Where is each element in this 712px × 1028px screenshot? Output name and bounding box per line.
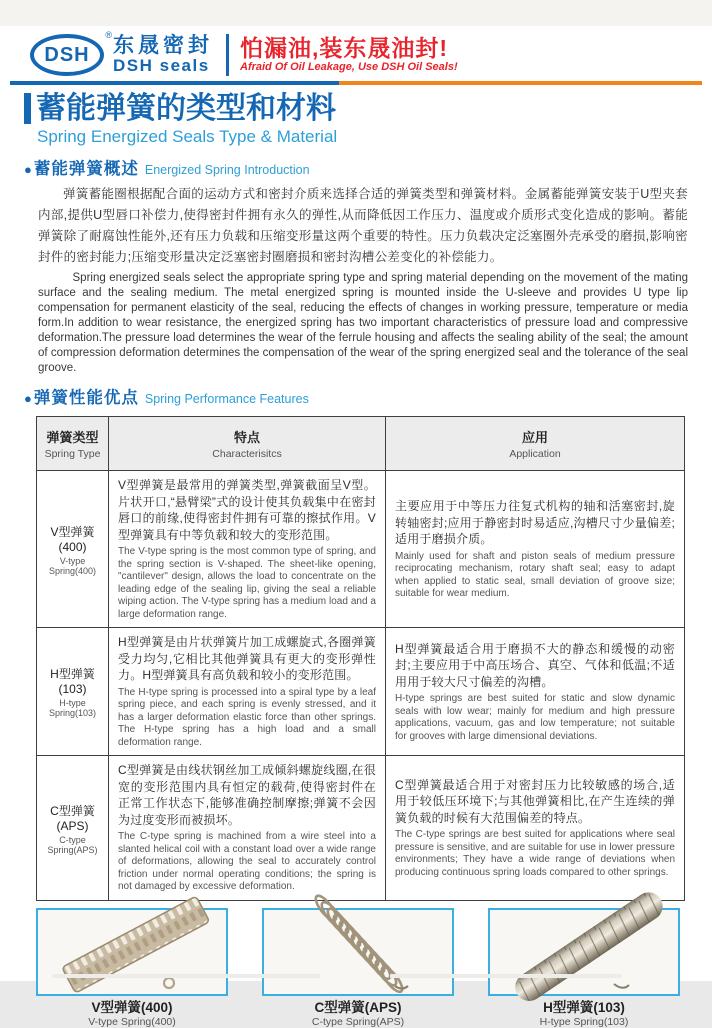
gallery-label-cn: H型弹簧(103) [543, 999, 625, 1015]
brand-text [113, 35, 213, 75]
page-title-cn: 蓄能弹簧的类型和材料 [36, 91, 336, 125]
gallery-item-h-type [488, 908, 680, 1028]
col-header-en: Characterisitcs [212, 448, 282, 461]
gallery-caption [36, 1000, 228, 1028]
spring-type-cn: V型弹簧(400) [50, 524, 95, 554]
title-bar-icon [24, 93, 31, 124]
characteristics-cell [109, 628, 386, 756]
application-cell [386, 628, 685, 756]
characteristics-en: The C-type spring is machined from a wire steel into a slanted helical coil with a constant load over a wide range of deformations, allowing the seal to accurately control friction under normal operating conditions; the spring is not damaged by excessive deformation. [118, 831, 376, 893]
col-header-application [386, 417, 685, 471]
slogan-cn: 怕漏油,装东晟油封! [240, 35, 449, 62]
application-cn: C型弹簧最适合用于对密封压力比较敏感的场合,适用于较低压环境下;与其他弹簧相比,在产生连续的弹簧负载的时候有大范围偏差的特点。 [395, 777, 675, 825]
registered-trademark-icon: ® [105, 30, 112, 40]
application-cell [386, 756, 685, 901]
table-header-row [37, 417, 685, 471]
rule-blue-segment [10, 81, 339, 85]
dsh-logo-text: DSH [44, 43, 90, 66]
col-header-en: Application [509, 448, 561, 461]
gallery-caption [262, 1000, 454, 1028]
intro-heading-en: Energized Spring Introduction [144, 163, 310, 177]
spring-type-en: C-type Spring(APS) [47, 834, 98, 855]
application-en: The C-type springs are best suited for applications where seal pressure is sensitive, and are suitable for use in lower pressure environments; They have a wide range of deviations when producing continuous spring loads compared to other springs. [395, 829, 675, 878]
intro-paragraph-en: Spring energized seals select the appropriate spring type and spring material depending on the movement of the mating surface and the sealing medium. The metal energized spring is mounted inside the U-sleeve and provides U type lip compensation for permanent elasticity of the seal, reducing the effects of changes in working pressure, temperature or media form.In addition to wear resistance, the energized spring has two important characteristics of pressure load and compressive deformation.The pressure load determines the wear of the ferrule housing and affects the sealing ability of the seal; the amount of compression deformation determines the compensation of the wear of the spring energized seal and the tolerance of the seal groove. [38, 272, 688, 375]
gallery-label-en: H-type Spring(103) [539, 1016, 629, 1028]
v-type-spring-photo [36, 908, 228, 996]
bullet-icon: ● [24, 162, 32, 177]
gallery-label-cn: V型弹簧(400) [91, 999, 173, 1015]
characteristics-cell [109, 471, 386, 628]
spring-type-cell [37, 471, 109, 628]
gallery-item-v-type [36, 908, 228, 1028]
gallery-label-cn: C型弹簧(APS) [314, 999, 402, 1015]
gallery-label-en: C-type Spring(APS) [311, 1016, 405, 1028]
title-block [24, 93, 712, 148]
spring-type-cn: C型弹簧(APS) [50, 803, 95, 833]
rule-orange-segment [339, 81, 702, 85]
page-top-margin [0, 0, 712, 26]
intro-paragraph-cn: 弹簧蓄能圈根据配合面的运动方式和密封介质来选择合适的弹簧类型和弹簧材料。金属蓄能弹簧安装于U型夹套内部,提供U型唇口补偿力,使得密封件拥有永久的弹性,从而降低因工作压力、温度或介质形式变化造成的影响。蓄能弹簧除了耐腐蚀性能外,还有压力负载和压缩变形量这两个重要的特性。压力负载决定泛塞圈外壳承受的磨损,影响密封件的密封能力;压缩变形量决定泛塞密封圈磨损和密封沟槽公差变化的补偿能力。 [38, 187, 688, 265]
brand-name-cn: 东晟密封 [113, 34, 213, 58]
application-en: H-type springs are best suited for static and slow dynamic seals with low wear; mainly for medium and high pressure applications, vacuum, gas and low temperature; not suitable for grooves with large dimensional deviations. [395, 693, 675, 742]
spring-type-cell [37, 628, 109, 756]
col-header-en: Spring Type [44, 448, 101, 461]
col-header-cn: 应用 [521, 430, 548, 446]
characteristics-cn: C型弹簧是由线状钢丝加工成倾斜螺旋线圈,在很宽的变形范围内具有恒定的载荷,使得密封件在正常工作状态下,能够准确控制摩擦;弹簧不会因为过度变形而被损坏。 [118, 763, 376, 827]
gallery-label-en: V-type Spring(400) [88, 1016, 176, 1028]
slogan-en: Afraid Of Oil Leakage, Use DSH Oil Seals! [240, 61, 458, 74]
h-type-spring-photo [488, 908, 680, 996]
dsh-logo [30, 30, 112, 76]
cut-off-photo-edge [52, 974, 320, 978]
application-cn: 主要应用于中等压力往复式机构的轴和活塞密封,旋转轴密封;应用于静密封时易适应,沟槽尺寸少量偏差;适用于磨损介质。 [395, 499, 675, 547]
characteristics-en: The V-type spring is the most common type of spring, and the spring section is V-shaped. The sheet-like opening, "cantilever" design, allows the load to concentrate on the leading edge of the sealing lip, giving the seal a reliable wiping action. The V-type spring has a medium load and a large deformation range. [118, 546, 376, 620]
brand-name-en: DSH seals [113, 56, 210, 76]
features-heading-cn: 弹簧性能优点 [33, 389, 139, 408]
gallery-item-c-type [262, 908, 454, 1028]
section-heading-features [24, 389, 712, 407]
col-header-cn: 特点 [233, 430, 260, 446]
v-type-spring-illustration [38, 910, 226, 994]
spring-type-en: V-type Spring(400) [48, 555, 97, 576]
header-divider [226, 34, 229, 76]
cut-off-photo-edge [390, 974, 622, 978]
dsh-logo-oval-icon [30, 34, 104, 76]
bullet-icon: ● [24, 391, 32, 407]
page-title-en: Spring Energized Seals Type & Material [37, 127, 338, 146]
col-header-spring-type [37, 417, 109, 471]
slogan [240, 36, 458, 74]
c-type-spring-illustration [264, 910, 452, 994]
section-heading-introduction [24, 160, 712, 178]
cut-off-next-row [0, 974, 712, 979]
h-type-spring-illustration [490, 910, 678, 994]
characteristics-cn: H型弹簧是由片状弹簧片加工成螺旋式,各圈弹簧受力均匀,它相比其他弹簧具有更大的变形弹性力。H型弹簧具有高负载和较小的变形范围。 [118, 635, 376, 683]
table-row-h-type [37, 628, 685, 756]
spring-type-cn: H型弹簧(103) [50, 667, 95, 697]
spring-photo-gallery [36, 908, 680, 1028]
table-row-v-type [37, 471, 685, 628]
spring-type-en: H-type Spring(103) [48, 698, 97, 719]
spring-features-table [36, 416, 685, 901]
characteristics-cell [109, 756, 386, 901]
col-header-cn: 弹簧类型 [46, 430, 99, 446]
application-cn: H型弹簧最适合用于磨损不大的静态和缓慢的动密封;主要应用于中高压场合、真空、气体和低温;不适用用于较大尺寸偏差的沟槽。 [395, 641, 675, 689]
intro-heading-cn: 蓄能弹簧概述 [33, 160, 139, 178]
spring-type-cell [37, 756, 109, 901]
col-header-characteristics [109, 417, 386, 471]
application-cell [386, 471, 685, 628]
application-en: Mainly used for shaft and piston seals of medium pressure reciprocating mechanism, rotary shaft seal; easy to adapt when applied to static seal, small deviation of groove size; suitable for wear medium. [395, 550, 675, 600]
characteristics-en: The H-type spring is processed into a spiral type by a leaf spring piece, and each spring is evenly stressed, and it has a larger deformation elastic force than other springs. The H-type spring has a high load and a small deformation range. [118, 686, 376, 748]
page-title [24, 93, 712, 125]
c-type-spring-photo [262, 908, 454, 996]
header-rule [10, 81, 702, 85]
table-row-c-type [37, 756, 685, 901]
gallery-caption [488, 1000, 680, 1028]
characteristics-cn: V型弹簧是最常用的弹簧类型,弹簧截面呈V型。片状开口,“悬臂梁”式的设计使其负载集中在密封唇口的前缘,使得密封件拥有可靠的擦拭作用。V型弹簧具有中等负载和较大的变形范围。 [118, 478, 376, 542]
features-heading-en: Spring Performance Features [144, 392, 309, 407]
page-header [30, 32, 712, 78]
